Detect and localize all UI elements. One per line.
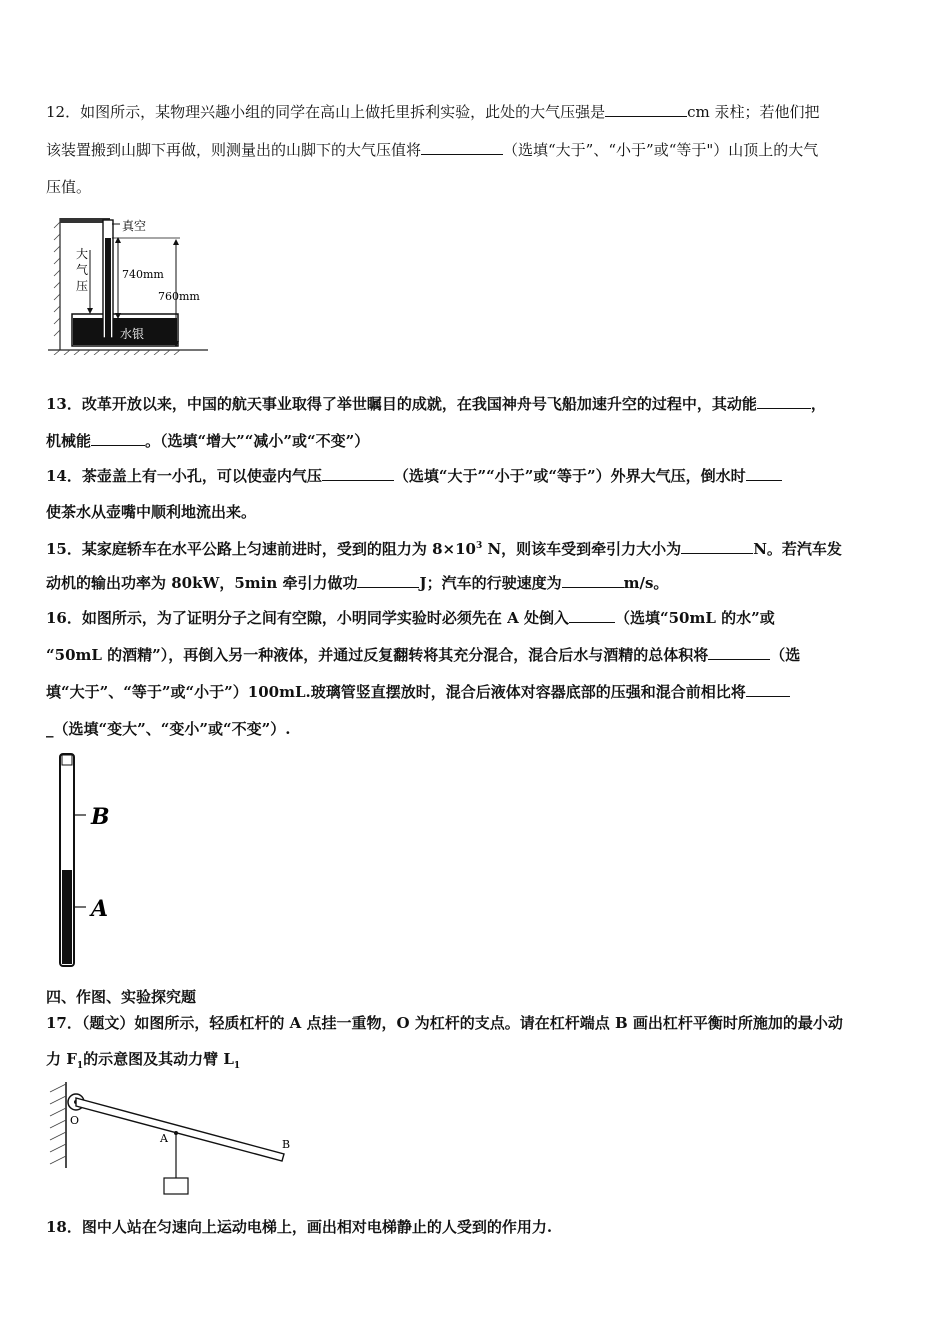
air-label-1: 大 xyxy=(76,247,89,261)
q17-line2: 力 $F_1$的示意图及其动力臂 $L_1$ xyxy=(46,1050,241,1071)
label-a-lever: A xyxy=(160,1132,168,1145)
q16-blank-2[interactable] xyxy=(708,645,770,660)
air-label-3: 压 xyxy=(76,279,89,293)
q17-line1: 17．（题文）如图所示，轻质杠杆的 A 点挂一重物，O 为杠杆的支点。请在杠杆端点 B 画出杠杆平衡时所施加的最小动 xyxy=(46,1014,843,1032)
q16-line4: _（选填“变大”、“变小”或“不变”）. xyxy=(46,720,291,738)
q16-blank-3[interactable] xyxy=(746,682,790,697)
q12-line2: 该装置搬到山脚下再做，则测量出的山脚下的大气压值将 （选填“大于”、“小于”或“等于"）山顶上的大气 xyxy=(46,141,819,159)
q12-line3: 压值。 xyxy=(46,178,92,196)
q14-blank-2[interactable] xyxy=(746,466,782,481)
q12-blank-2[interactable] xyxy=(421,140,503,155)
mercury-label: 水银 xyxy=(120,327,145,341)
vacuum-label: 真空 xyxy=(122,219,147,233)
h760-label: 760mm xyxy=(158,290,200,303)
label-b: B xyxy=(91,804,110,830)
label-o: O xyxy=(70,1114,80,1127)
q14-line2: 使茶水从壶嘴中顺利地流出来。 xyxy=(46,503,257,521)
q16-line2: “50mL 的酒精”），再倒入另一种液体，并通过反复翻转将其充分混合，混合后水与酒精的总体积将 （选 xyxy=(46,646,801,664)
q15-blank-1[interactable] xyxy=(681,539,753,554)
label-a: A xyxy=(91,896,109,922)
q16-line1: 16．如图所示，为了证明分子之间有空隙，小明同学实验时必须先在 A 处倒入 （选填“50mL 的水”或 xyxy=(46,609,775,627)
h740-label: 740mm xyxy=(122,268,164,281)
q13-line2: 机械能 。（选填“增大”“减小”或“不变”） xyxy=(46,432,370,450)
lever-figure xyxy=(46,1078,296,1202)
q16-blank-1[interactable] xyxy=(569,608,615,623)
q16-line3: 填“大于”、“等于”或“小于”）100mL.玻璃管竖直摆放时，混合后液体对容器底部的压强和混合前相比将 xyxy=(46,682,790,702)
q13-line1: 13．改革开放以来，中国的航天事业取得了举世瞩目的成就，在我国神舟号飞船加速升空的过程中，其动能 ， xyxy=(46,395,826,413)
q15-blank-3[interactable] xyxy=(562,573,624,588)
q14-blank-1[interactable] xyxy=(322,466,394,481)
q12-blank-1[interactable] xyxy=(605,102,687,117)
q15-line1: 15．某家庭轿车在水平公路上匀速前进时，受到的阻力为 $8\times 10^3$ N，则该车受到牵引力大小为 N。若汽车发 xyxy=(46,540,842,558)
q13-blank-1[interactable] xyxy=(757,394,811,409)
q14-line1: 14．茶壶盖上有一小孔，可以使壶内气压 （选填“大于”“小于”或“等于”）外界大气压，倒水时 xyxy=(46,466,782,486)
air-label-2: 气 xyxy=(76,263,89,277)
q15-line2: 动机的输出功率为 80kW，5min 牵引力做功 J；汽车的行驶速度为 m/s。 xyxy=(46,574,669,592)
q13-blank-2[interactable] xyxy=(91,431,145,446)
label-b-lever: B xyxy=(282,1138,291,1151)
torricelli-figure xyxy=(48,210,218,355)
tube-figure xyxy=(56,752,126,972)
q18-line1: 18．图中人站在匀速向上运动电梯上，画出相对电梯静止的人受到的作用力. xyxy=(46,1218,553,1236)
section-4-heading: 四、作图、实验探究题 xyxy=(46,988,197,1006)
q15-blank-2[interactable] xyxy=(357,573,419,588)
q12-line1: 12．如图所示，某物理兴趣小组的同学在高山上做托里拆利实验，此处的大气压强是 cm 汞柱；若他们把 xyxy=(46,103,820,121)
